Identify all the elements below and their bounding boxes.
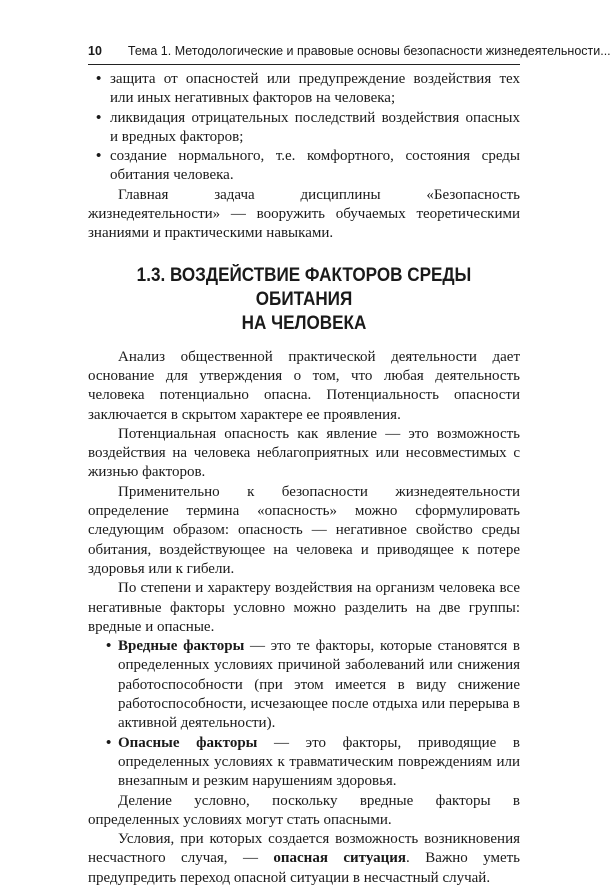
term-harmful-factors: Вредные факторы [118, 638, 245, 655]
running-header [88, 44, 611, 62]
paragraph: Потенциальная опасность как явление — это возможность воздействия на человека неблагоприятных или несовместимых с жизнью факторов. [88, 425, 520, 481]
section-heading-line1: 1.3. ВОЗДЕЙСТВИЕ ФАКТОРОВ СРЕДЫ ОБИТАНИЯ [136, 264, 472, 310]
section-heading [110, 264, 499, 336]
list-item-harmful-factors [88, 637, 520, 733]
paragraph-dangerous-situation [88, 830, 520, 888]
factors-list [88, 637, 520, 791]
running-title: Тема 1. Методологические и правовые основы безопасности жизнедеятельности... [127, 44, 611, 58]
page-body [88, 70, 520, 888]
text-span: Условия, при которых создается возможность возникновения несчастного случая, — [88, 831, 520, 867]
list-item: • создание нормального, т.е. комфортного, состояния среды обитания человека. [88, 147, 520, 186]
definition-dangerous-factors: — это факторы, приводящие в определенных условиях к травматическим повреждениям или внезапным и резким нарушениям здоровья. [118, 734, 520, 790]
text-span: . Важно уметь предупредить переход опасной ситуации в несчастный случай. [88, 850, 521, 886]
header-rule [88, 64, 520, 65]
section-heading-line2: НА ЧЕЛОВЕКА [241, 312, 367, 334]
list-item: • ликвидация отрицательных последствий воздействия опасных и вредных факторов; [88, 109, 520, 148]
paragraph: Анализ общественной практической деятельности дает основание для утверждения о том, что любая деятельность человека потенциально опасна. Потенциальность опасности заключается в скрытом характере ее проявления. [88, 348, 520, 423]
term-dangerous-factors: Опасные факторы [118, 734, 258, 751]
term-dangerous-situation: опасная ситуация [273, 850, 407, 867]
list-item-dangerous-factors [88, 734, 520, 792]
paragraph: Применительно к безопасности жизнедеятельности определение термина «опасность» можно сформулировать следующим образом: опасность — негативное свойство среды обитания, воздействующее на человека и приводящее к потере здоровья или к гибели. [88, 483, 520, 577]
page-number: 10 [88, 44, 102, 58]
goals-list [88, 70, 520, 186]
paragraph-main-task: Главная задача дисциплины «Безопасность жизнедеятельности» — вооружить обучаемых теоретическими знаниями и практическими навыками. [88, 186, 520, 242]
paragraph: Деление условно, поскольку вредные факторы в определенных условиях могут стать опасными. [88, 792, 520, 828]
definition-harmful-factors: — это те факторы, которые становятся в определенных условиях причиной заболеваний или снижения работоспособности (при этом имеется в виду снижение работоспособности, исчезающее после отдыха или перерыва в активной деятельности). [118, 638, 520, 732]
list-item: • защита от опасностей или предупреждение воздействия тех или иных негативных факторов на человека; [88, 70, 520, 109]
paragraph: По степени и характеру воздействия на организм человека все негативные факторы условно можно разделить на две группы: вредные и опасные. [88, 580, 520, 635]
